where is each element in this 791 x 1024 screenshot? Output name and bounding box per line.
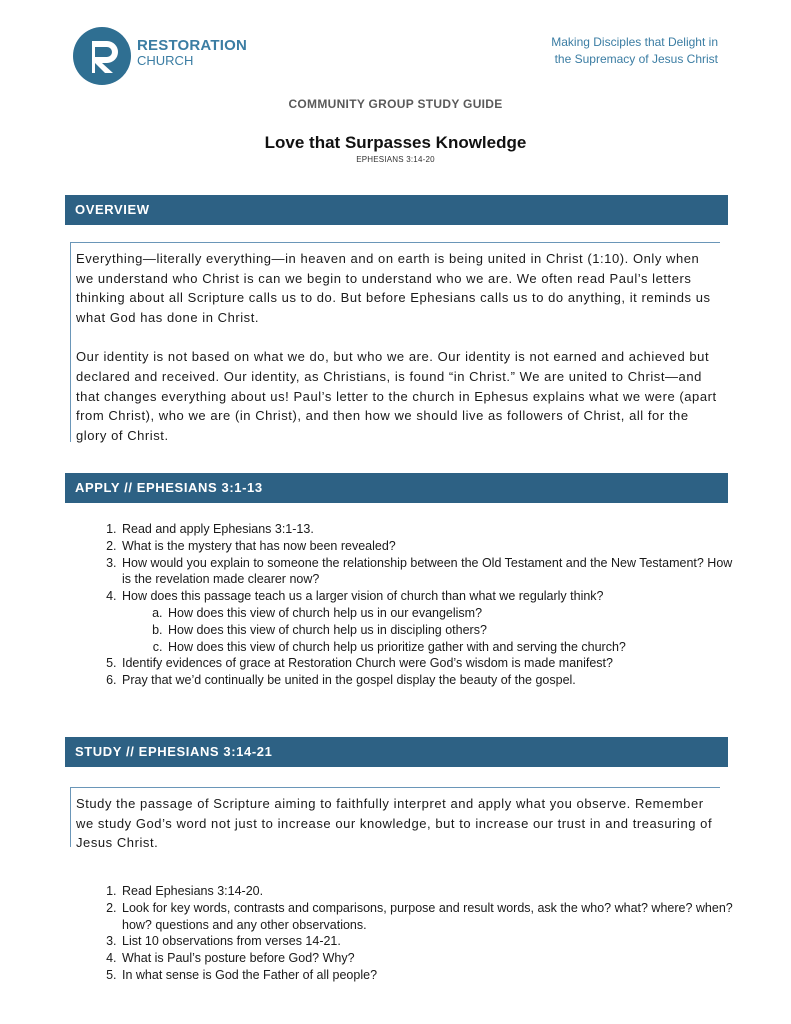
apply-list: [96, 521, 740, 689]
study-heading: STUDY // EPHESIANS 3:14-21: [65, 737, 728, 767]
sub-list-item: c. How does this view of church help us prioritize gather with and serving the church?: [166, 639, 740, 656]
overview-box: [70, 242, 720, 442]
tagline-line-2: the Supremacy of Jesus Christ: [554, 52, 718, 66]
list-item: [120, 588, 740, 655]
restoration-church-logo: [73, 27, 253, 85]
overview-paragraph: Our identity is not based on what we do, but who we are. Our identity is not earned and achieved but declared and received. Our identity, as Christians, is found “in Christ.” We are united to Christ—and that changes everything about us! Paul’s letter to the church in Ephesus explains what we were (apart from Christ), who we are (in Christ), and then how we should live as followers of Christ, all for the glory of Christ.: [76, 349, 717, 443]
list-item: 6. Pray that we’d continually be united in the gospel display the beauty of the gospel.: [120, 672, 740, 689]
study-intro: Study the passage of Scripture aiming to faithfully interpret and apply what you observe. Remember we study God’s word not just to increase our knowledge, but to increase our trust in and treasuring of Jesus Christ.: [76, 796, 713, 851]
list-item-text: How does this passage teach us a larger vision of church than what we regularly think?: [122, 589, 604, 604]
overview-paragraph: Everything—literally everything—in heaven and on earth is being united in Christ (1:10). Only when we understand who Christ is can we begin to understand who we are. We often read Paul’s letters thinking about all Scripture calls us to do. But before Ephesians calls us to do anything, it reminds us what God has done in Christ.: [76, 251, 711, 325]
list-item: 2. What is the mystery that has now been revealed?: [120, 538, 740, 555]
study-list: [96, 883, 740, 984]
guide-title: COMMUNITY GROUP STUDY GUIDE: [288, 97, 503, 111]
list-item: 1. Read Ephesians 3:14-20.: [120, 883, 740, 900]
sub-list-item: a. How does this view of church help us in our evangelism?: [166, 605, 740, 622]
scripture-reference: EPHESIANS 3:14-20: [356, 155, 435, 164]
overview-heading: OVERVIEW: [65, 195, 728, 225]
list-item: 1. Read and apply Ephesians 3:1-13.: [120, 521, 740, 538]
study-intro-box: [70, 787, 720, 851]
logo-r-icon: [73, 27, 131, 85]
list-item: 3. List 10 observations from verses 14-21.: [120, 933, 740, 950]
list-item: 4. What is Paul’s posture before God? Why?: [120, 950, 740, 967]
list-item: 2. Look for key words, contrasts and comparisons, purpose and result words, ask the who? what? where? when? how? questions and any other observations.: [120, 900, 740, 934]
logo-wordmark: [137, 38, 247, 68]
tagline-line-1: Making Disciples that Delight in: [551, 35, 718, 49]
apply-sublist: [122, 605, 740, 655]
page-title: Love that Surpasses Knowledge: [264, 133, 527, 152]
list-item: 3. How would you explain to someone the relationship between the Old Testament and the New Testament? How is the revelation made clearer now?: [120, 555, 740, 589]
list-item: 5. Identify evidences of grace at Restoration Church were God’s wisdom is made manifest?: [120, 655, 740, 672]
sub-list-item: b. How does this view of church help us in discipling others?: [166, 622, 740, 639]
apply-heading: APPLY // EPHESIANS 3:1-13: [65, 473, 728, 503]
logo-line-2: CHURCH: [137, 53, 194, 68]
list-item: 5. In what sense is God the Father of all people?: [120, 967, 740, 984]
logo-line-1: RESTORATION: [137, 37, 247, 54]
church-tagline: [551, 34, 718, 68]
